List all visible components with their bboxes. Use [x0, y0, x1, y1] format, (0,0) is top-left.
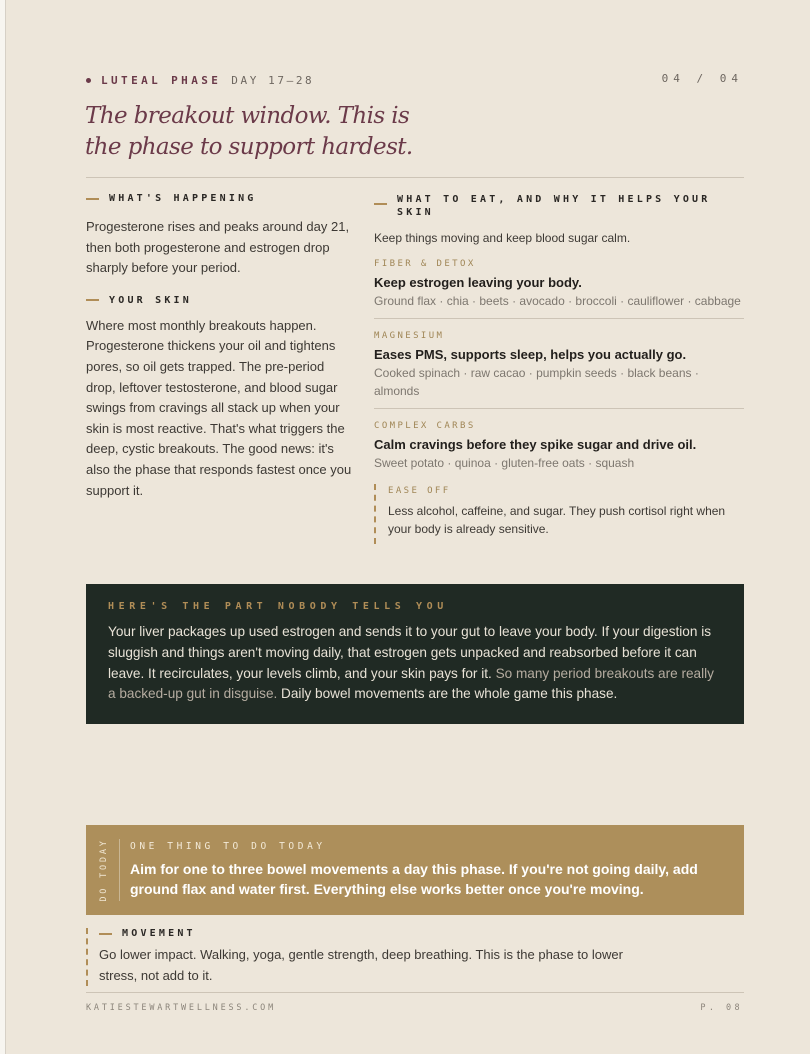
footer-site: KATIESTEWARTWELLNESS.COM [86, 1003, 277, 1013]
food-items: Cooked spinach · raw cacao · pumpkin seeds · black beans · almonds [374, 366, 699, 398]
dash-icon [374, 203, 387, 205]
food-group-magnesium [374, 331, 744, 400]
food-category: COMPLEX CARBS [374, 421, 476, 431]
phase-label: LUTEAL PHASE [101, 74, 222, 87]
food-items: Ground flax · chia · beets · avocado · broccoli · cauliflower · cabbage [374, 294, 741, 308]
food-category: FIBER & DETOX [374, 259, 476, 269]
action-box [86, 825, 744, 915]
section-title: YOUR SKIN [109, 294, 192, 306]
food-group-fiber [374, 259, 744, 310]
footer-page-number: P. 08 [700, 1003, 743, 1013]
action-body: Aim for one to three bowel movements a day this phase. If you're not going daily, add ground flax and water first. Everything else works better once you're moving. [130, 861, 698, 897]
callout-text-end: Daily bowel movements are the whole game this phase. [277, 686, 618, 702]
callout-highlight: So many period breakouts are really a backed-up gut in disguise. [108, 665, 714, 702]
skin-body: Where most monthly breakouts happen. Progesterone thickens your oil and tightens pores, so oil gets trapped. The pre-period drop, leftover testosterone, and blood sugar swings from cravings all stack up when your skin is most reactive. That's what triggers the deep, cystic breakouts. The good news: it's also the phase that responds fastest once you support it. [86, 317, 352, 498]
ease-off-label: EASE OFF [388, 486, 451, 496]
dash-icon [99, 933, 112, 935]
divider [374, 408, 744, 409]
dash-icon [86, 299, 99, 301]
vertical-label: DO TODAY [99, 838, 109, 902]
divider [86, 177, 744, 178]
section-heading-movement [99, 928, 639, 939]
right-column [374, 193, 744, 544]
food-items: Sweet potato · quinoa · gluten-free oats · squash [374, 456, 635, 470]
action-label: ONE THING TO DO TODAY [130, 841, 326, 852]
food-title: Calm cravings before they spike sugar and drive oil. [374, 437, 697, 452]
phase-days: DAY 17–28 [231, 74, 315, 87]
left-column [86, 193, 354, 501]
page-title: The breakout window. This is the phase to support hardest. [85, 103, 413, 160]
callout-box [86, 584, 744, 724]
divider [374, 318, 744, 319]
section-title: WHAT TO EAT, AND WHY IT HELPS YOUR SKIN [397, 194, 711, 218]
ease-off-note [374, 484, 744, 544]
section-title: WHAT'S HAPPENING [109, 193, 257, 204]
movement-body: Go lower impact. Walking, yoga, gentle strength, deep breathing. This is the phase to lower stress, not add to it. [99, 947, 623, 983]
ease-off-body: Less alcohol, caffeine, and sugar. They push cortisol right when your body is already sensitive. [388, 504, 726, 536]
movement-note [86, 928, 639, 986]
phase-heading [86, 74, 314, 87]
divider [119, 839, 120, 901]
page [5, 0, 810, 1054]
callout-body [108, 622, 722, 705]
page-counter: 04 / 04 [661, 72, 743, 85]
dash-icon [86, 198, 99, 200]
section-heading-happening [86, 193, 354, 204]
eat-intro: Keep things moving and keep blood sugar calm. [374, 231, 631, 245]
callout-text: Your liver packages up used estrogen and sends it to your gut to leave your body. If your digestion is sluggish and things aren't moving daily, that estrogen gets unpacked and reabsorbed before it can leave. It recirculates, your levels climb, and your skin pays for it. [108, 624, 712, 681]
bullet-dot-icon [86, 78, 91, 83]
happening-body: Progesterone rises and peaks around day 21, then both progesterone and estrogen drop sharply before your period. [86, 219, 350, 276]
callout-label: HERE'S THE PART NOBODY TELLS YOU [108, 601, 448, 612]
section-title: MOVEMENT [122, 928, 196, 939]
food-title: Eases PMS, supports sleep, helps you actually go. [374, 347, 687, 362]
section-heading-eat [374, 193, 744, 219]
food-title: Keep estrogen leaving your body. [374, 275, 582, 290]
section-heading-skin [86, 295, 354, 306]
food-category: MAGNESIUM [374, 331, 445, 341]
divider [86, 992, 744, 993]
food-group-carbs [374, 421, 744, 472]
